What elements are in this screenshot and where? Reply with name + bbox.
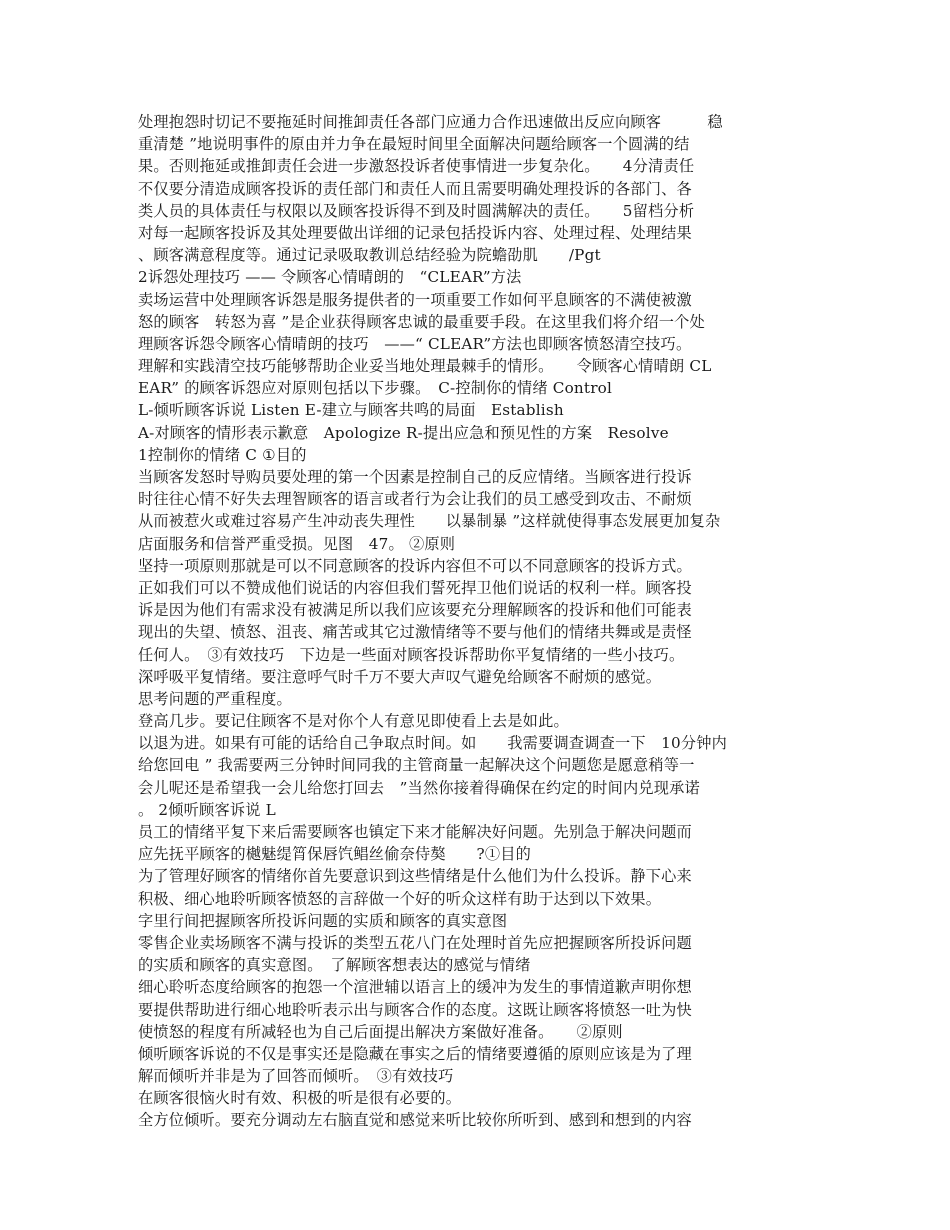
text-line: 重清楚 ”地说明事件的原由并力争在最短时间里全面解决问题给顾客一个圆满的结 — [138, 135, 690, 154]
text-line: 员工的情绪平复下来后需要顾客也镇定下来才能解决好问题。先别急于解决问题而 — [138, 823, 692, 841]
text-line: 细心聆听态度给顾客的抱怨一个渲泄辅以语言上的缓冲为发生的事情道歉声明你想 — [138, 978, 692, 997]
text-line: 理解和实践清空技巧能够帮助企业妥当地处理最棘手的情形。 令顾客心情晴朗 CL — [138, 357, 712, 376]
text-line: 以退为进。如果有可能的话给自己争取点时间。如 我需要调查调查一下 10分钟内 — [138, 734, 728, 753]
text-line: 倾听顾客诉说的不仅是事实还是隐藏在事实之后的情绪要遵循的原则应该是为了理 — [138, 1044, 692, 1063]
text-line: 积极、细心地聆听顾客愤怒的言辞做一个好的听众这样有助于达到以下效果。 — [138, 889, 662, 908]
text-line: 任何人。 ③有效技巧 下边是一些面对顾客投诉帮助你平复情绪的一些小技巧。 — [138, 645, 685, 664]
text-line: 给您回电 ” 我需要两三分钟时间同我的主管商量一起解决这个问题您是愿意稍等一 — [138, 756, 695, 775]
text-line: 。 2倾听顾客诉说 L — [138, 800, 276, 819]
text-line: 果。否则拖延或推卸责任会进一步激怒投诉者使事情进一步复杂化。 4分清责任 — [138, 157, 695, 176]
text-line: 处理抱怨时切记不要拖延时间推卸责任各部门应通力合作迅速做出反应向顾客 稳 — [138, 113, 723, 131]
text-line: 卖场运营中处理顾客诉怨是服务提供者的一项重要工作如何平息顾客的不满使被激 — [138, 290, 692, 309]
text-line: EAR” 的顾客诉怨应对原则包括以下步骤。 C-控制你的情绪 Control — [138, 379, 613, 398]
text-line: 店面服务和信誉严重受损。见图 47。 ②原则 — [138, 534, 456, 553]
text-line: 的实质和顾客的真实意图。 了解顾客想表达的感觉与情绪 — [138, 956, 531, 975]
text-line: 怒的顾客 转怒为喜 ”是企业获得顾客忠诚的最重要手段。在这里我们将介绍一个处 — [138, 312, 705, 331]
text-line: 为了管理好顾客的情绪你首先要意识到这些情绪是什么他们为什么投诉。静下心来 — [138, 867, 692, 886]
text-line: 解而倾听并非是为了回答而倾听。 ③有效技巧 — [138, 1067, 454, 1086]
text-line: 登高几步。要记住顾客不是对你个人有意见即使看上去是如此。 — [138, 712, 569, 731]
text-line: 使愤怒的程度有所减轻也为自己后面提出解决方案做好准备。 ②原则 — [138, 1022, 623, 1041]
text-line: 当顾客发怒时导购员要处理的第一个因素是控制自己的反应情绪。当顾客进行投诉 — [138, 468, 692, 486]
text-line: 从而被惹火或难过容易产生冲动丧失理性 以暴制暴 ”这样就使得事态发展更加复杂 — [138, 512, 721, 531]
text-line: 时往往心情不好失去理智顾客的语言或者行为会让我们的员工感受到攻击、不耐烦 — [138, 490, 692, 509]
text-line: 类人员的具体责任与权限以及顾客投诉得不到及时圆满解决的责任。 5留档分析 — [138, 201, 695, 220]
text-line: 诉是因为他们有需求没有被满足所以我们应该要充分理解顾客的投诉和他们可能表 — [138, 601, 692, 620]
text-line: 2诉怨处理技巧 —— 令顾客心情晴朗的 “CLEAR”方法 — [138, 268, 522, 287]
text-line: 会儿呢还是希望我一会儿给您打回去 ”当然你接着得确保在约定的时间内兑现承诺 — [138, 778, 700, 797]
text-line: 字里行间把握顾客所投诉问题的实质和顾客的真实意图 — [138, 911, 508, 930]
text-line: A-对顾客的情形表示歉意 Apologize R-提出应急和预见性的方案 Resolve — [138, 423, 669, 442]
text-line: L-倾听顾客诉说 Listen E-建立与顾客共鸣的局面 Establish — [138, 401, 564, 420]
text-line: 全方位倾听。要充分调动左右脑直觉和感觉来听比较你所听到、感到和想到的内容 — [138, 1111, 692, 1130]
text-line: 坚持一项原则那就是可以不同意顾客的投诉内容但不可以不同意顾客的投诉方式。 — [138, 556, 692, 575]
text-line: 应先抚平顾客的樾魅缇筲保唇饩鲳丝偷奈侍獒 ?①目的 — [138, 845, 532, 864]
text-line: 在顾客很恼火时有效、积极的听是很有必要的。 — [138, 1089, 462, 1108]
text-line: 现出的失望、愤怒、沮丧、痛苦或其它过激情绪等不要与他们的情绪共舞或是责怪 — [138, 623, 692, 642]
text-line: 深呼吸平复情绪。要注意呼气时千万不要大声叹气避免给顾客不耐烦的感觉。 — [138, 667, 662, 686]
text-line: 、顾客满意程度等。通过记录吸取教训总结经验为院蟾劭肌 /Pgt — [138, 246, 601, 265]
text-line: 不仅要分清造成顾客投诉的责任部门和责任人而且需要明确处理投诉的各部门、各 — [138, 179, 692, 198]
text-line: 对每一起顾客投诉及其处理要做出详细的记录包括投诉内容、处理过程、处理结果 — [138, 223, 692, 242]
text-line: 思考问题的严重程度。 — [138, 689, 292, 708]
body-text — [138, 111, 818, 1132]
text-line: 零售企业卖场顾客不满与投诉的类型五花八门在处理时首先应把握顾客所投诉问题 — [138, 933, 692, 952]
text-line: 理顾客诉怨令顾客心情晴朗的技巧 ——“ CLEAR”方法也即顾客愤怒清空技巧。 — [138, 334, 692, 353]
text-line: 要提供帮助进行细心地聆听表示出与顾客合作的态度。这既让顾客将愤怒一吐为快 — [138, 1000, 692, 1019]
text-line: 正如我们可以不赞成他们说话的内容但我们誓死捍卫他们说话的权利一样。顾客投 — [138, 578, 692, 597]
text-line: 1控制你的情绪 C ①目的 — [138, 445, 307, 464]
